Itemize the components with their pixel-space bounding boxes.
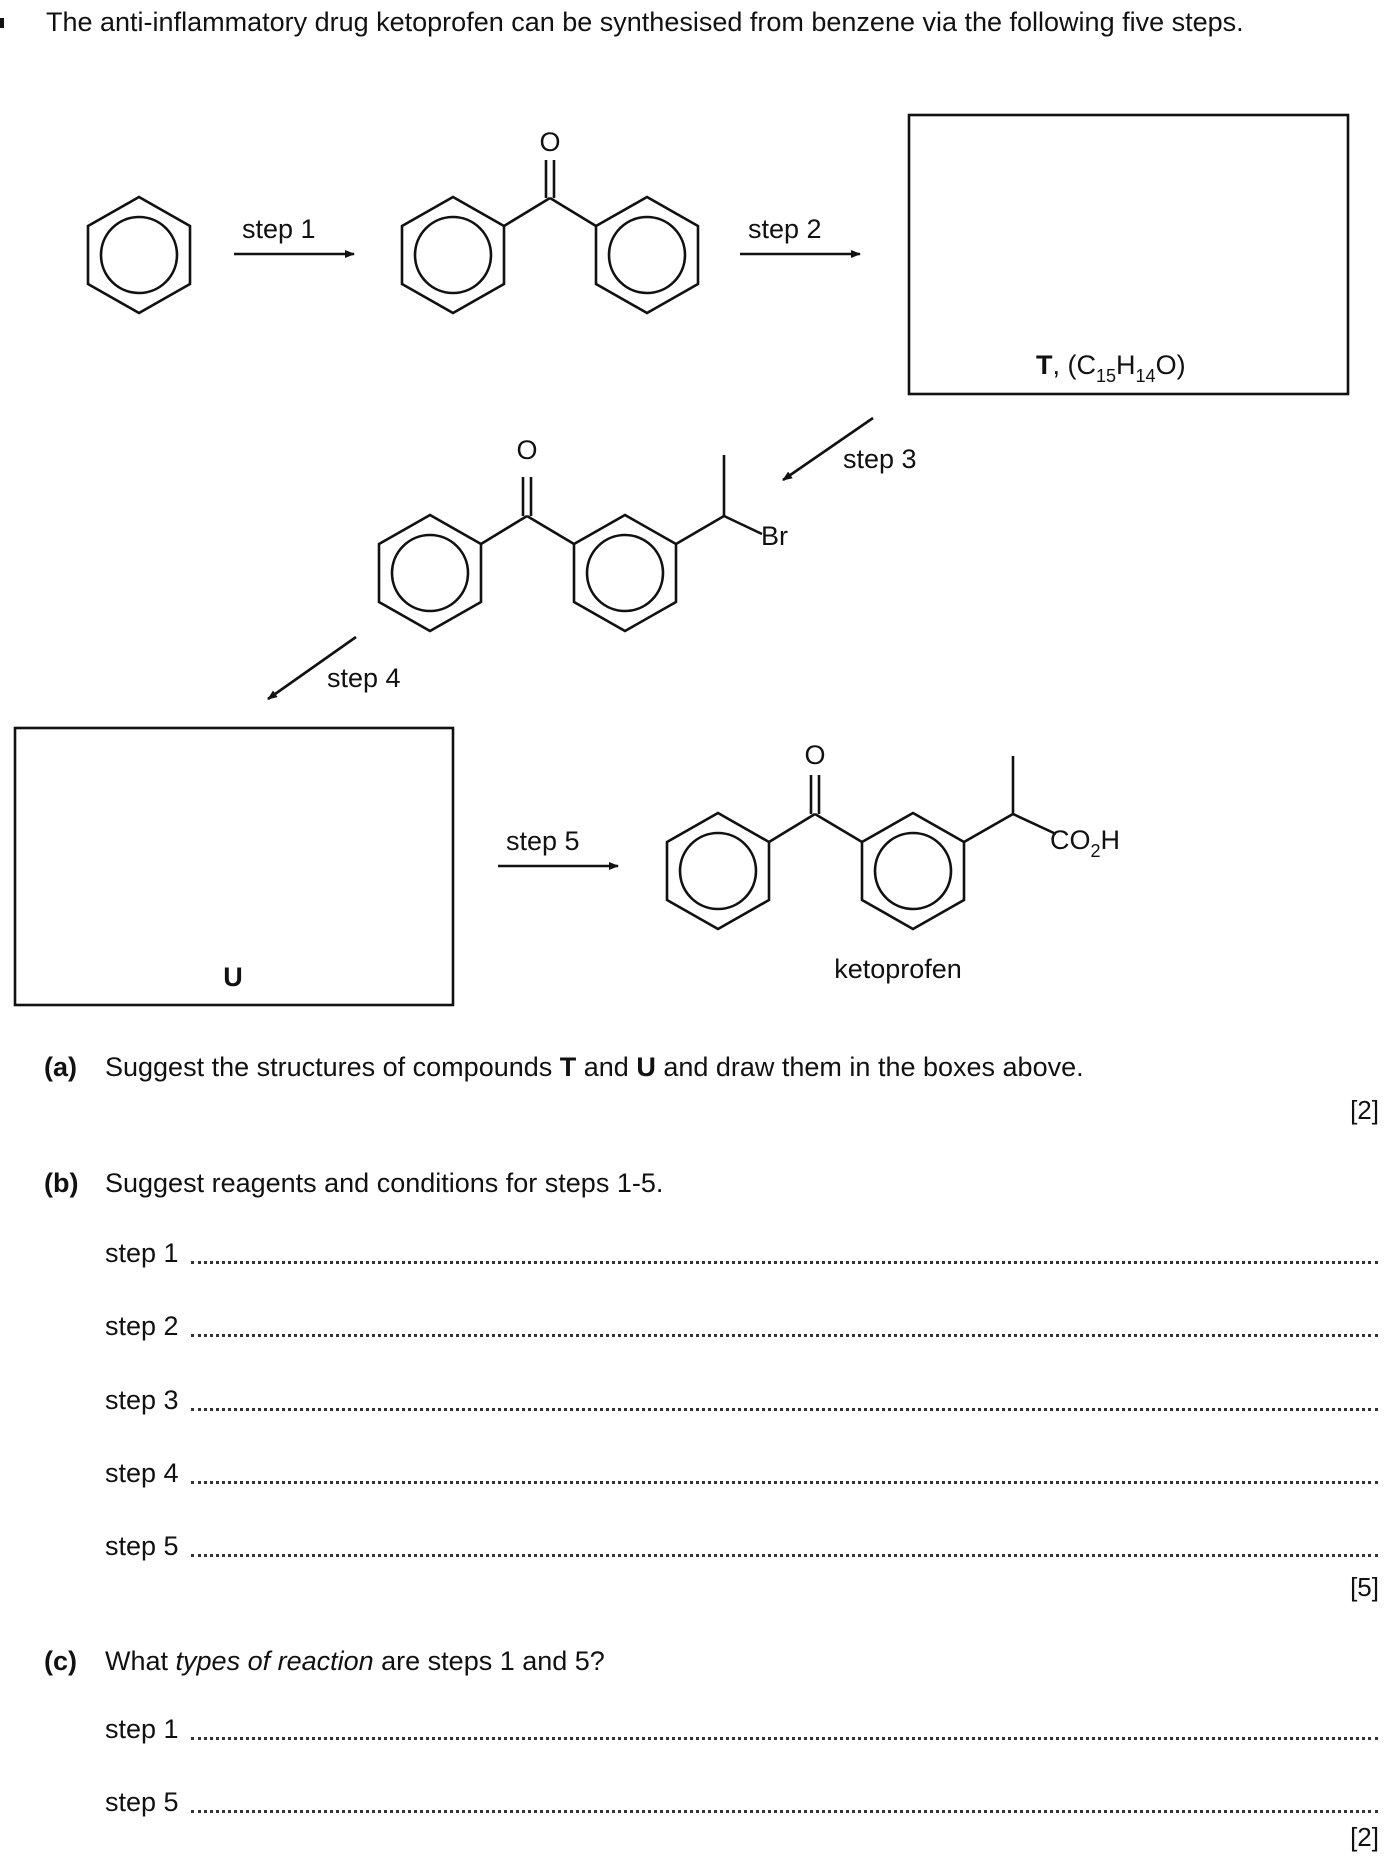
benzene-ring xyxy=(88,197,190,313)
box-u-caption: U xyxy=(223,962,243,992)
product-name: ketoprofen xyxy=(834,954,962,984)
bromo-intermediate xyxy=(379,455,762,631)
oxygen-label: O xyxy=(516,435,538,465)
carboxylic-acid-label: $CO_2H$ xyxy=(1050,825,1121,861)
label-step-1: step 1 xyxy=(242,214,316,244)
label-step-3: step 3 xyxy=(843,444,917,474)
part-c-label: (c) xyxy=(44,1646,77,1676)
part-b-text: Suggest reagents and conditions for steps 1-5. xyxy=(105,1168,664,1198)
answer-line-c-step-5[interactable]: step 5 xyxy=(105,1786,1378,1818)
part-b-marks: [5] xyxy=(1350,1572,1379,1602)
answer-line-b-step-1[interactable]: step 1 xyxy=(105,1237,1378,1269)
label-step-5: step 5 xyxy=(506,826,580,856)
answer-line-b-step-3[interactable]: step 3 xyxy=(105,1384,1378,1416)
part-b xyxy=(44,1168,78,1199)
label-step-2: step 2 xyxy=(748,214,822,244)
box-t-caption: T, $(C_{15}H_{14}O)$ xyxy=(1036,350,1186,386)
part-c xyxy=(44,1646,77,1677)
label-step-4: step 4 xyxy=(327,663,401,693)
part-a-label: (a) xyxy=(44,1052,77,1082)
answer-line-b-step-2[interactable]: step 2 xyxy=(105,1310,1378,1342)
part-c-marks: [2] xyxy=(1350,1822,1379,1852)
part-c-text: What types of reaction are steps 1 and 5? xyxy=(105,1646,605,1676)
part-a-marks: [2] xyxy=(1350,1095,1379,1125)
part-a-text: Suggest the structures of compounds T and U and draw them in the boxes above. xyxy=(105,1052,1084,1082)
part-a xyxy=(44,1052,77,1083)
benzophenone xyxy=(402,160,698,313)
oxygen-label: O xyxy=(539,127,561,157)
question-intro: The anti-inflammatory drug ketoprofen can be synthesised from benzene via the following five steps. xyxy=(46,7,1244,37)
answer-line-b-step-5[interactable]: step 5 xyxy=(105,1530,1378,1562)
oxygen-label: O xyxy=(804,740,826,770)
bromine-label: Br xyxy=(761,521,788,551)
answer-line-c-step-1[interactable]: step 1 xyxy=(105,1713,1378,1745)
part-b-label: (b) xyxy=(44,1168,79,1198)
ketoprofen-structure xyxy=(667,756,1056,929)
answer-line-b-step-4[interactable]: step 4 xyxy=(105,1457,1378,1489)
